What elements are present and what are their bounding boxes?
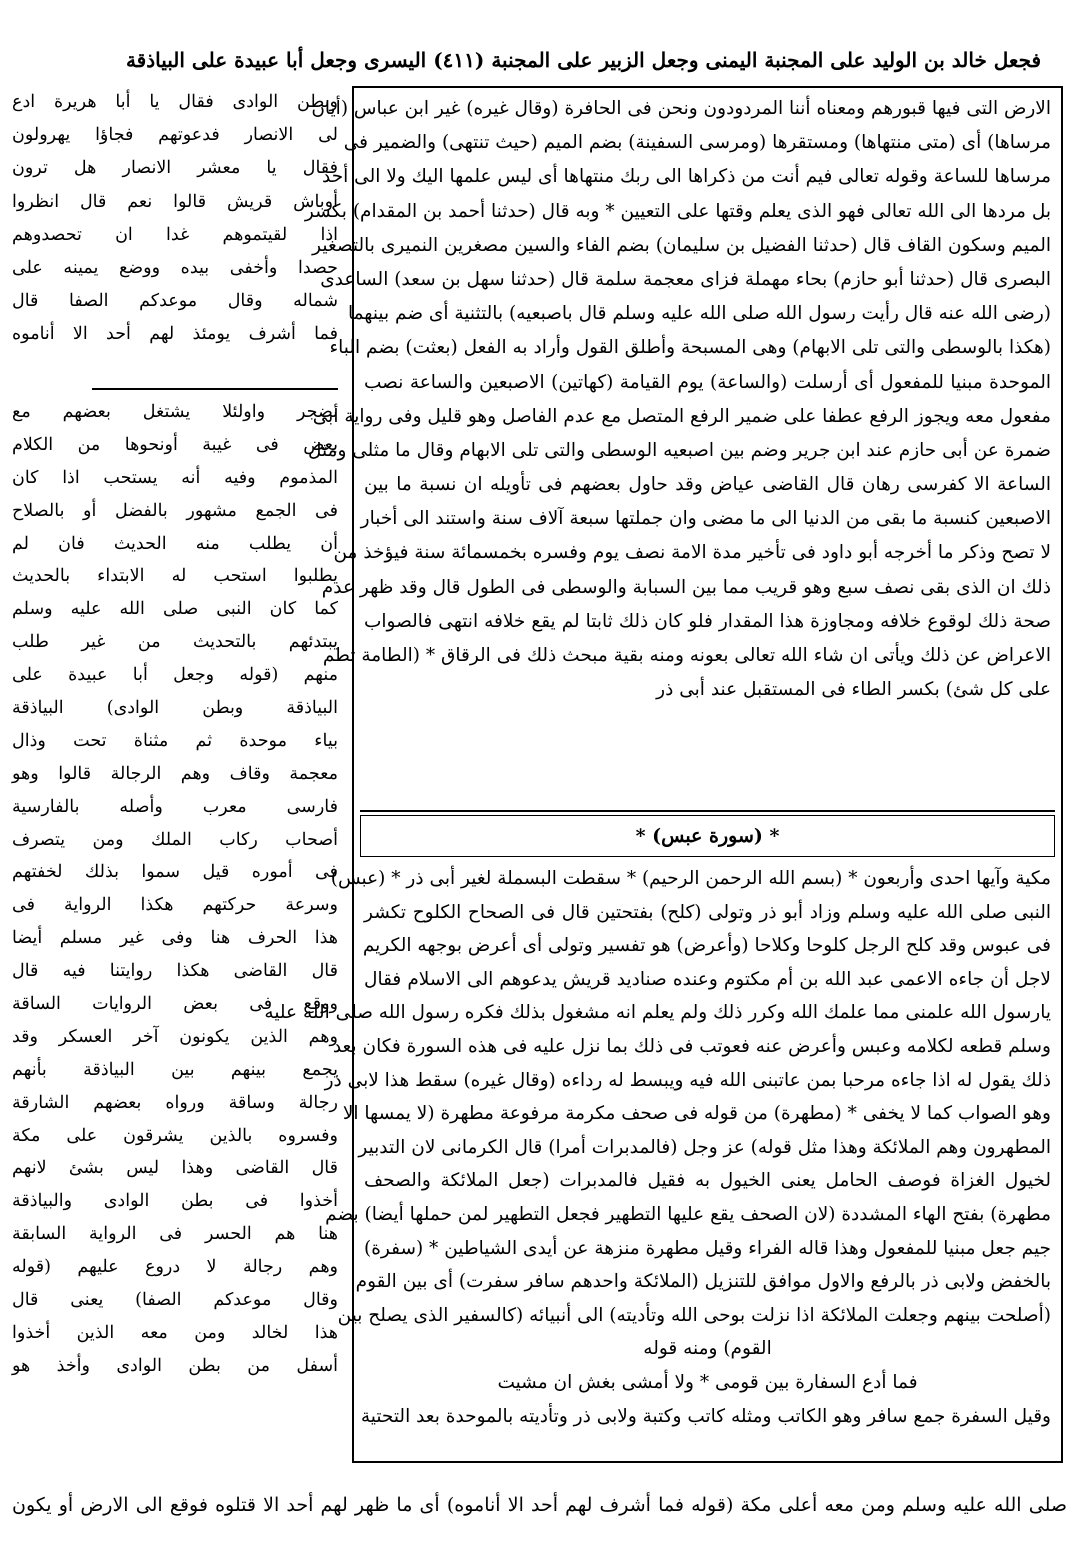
text-line: مفعول معه ويجوز الرفع عطفا على ضمير الرفع المتصل مع عدم الفاصل وهو قليل وفى رواية أبى: [312, 405, 1051, 427]
text-line: البياذقة وبطن الوادى) البياذقة: [12, 698, 338, 719]
text-line: أسفل من بطن الوادى وأخذ هو: [12, 1355, 338, 1376]
text-line: ووقع فى بعض الروايات الساقة: [12, 994, 338, 1015]
text-line: (رضى الله عنه قال رأيت رسول الله صلى الله عليه وسلم قال باصبعيه) بالتثنية أى ضم بينهما: [347, 303, 1051, 325]
text-line: مرساها للساعة وقوله تعالى فيم أنت من ذكراها الى ربك منتهاها أى ليس علمها اليك ولا الى أحد: [322, 166, 1051, 188]
text-line: قال القاضى هكذا روايتنا فيه قال: [12, 961, 338, 982]
text-line: الساعة الا كفرسى رهان قال القاضى عياض وقد حاول بعضهم فى تأويله ان نسبة ما بين: [364, 474, 1051, 496]
text-line: بل مردها الى الله تعالى فهو الذى يعلم وقتها على التعيين * وبه قال (حدثنا أحمد بن المقدام) بكسر: [304, 200, 1051, 222]
text-line: يارسول الله علمنى مما علمك الله وكرر ذلك ولم يعلم انه مشغول بذلك فكره رسول الله صلى الله عليه: [264, 1002, 1051, 1024]
text-line: يجمع بينهم بين البياذقة بأنهم: [12, 1059, 338, 1080]
margin-top-section: [12, 86, 338, 386]
text-line: قال القاضى وهذا ليس بشئ لانهم: [12, 1158, 338, 1179]
main-top-section: [304, 92, 1055, 812]
text-line: هذا الحرف هنا وفى غير مسلم أيضا: [12, 928, 338, 949]
text-line: لا تصح وذكر ما أخرجه أبو داود فى تأخير مدة الامة نصف يوم وفسره بخمسمائة سنة فيؤخذ من: [333, 542, 1051, 564]
text-line: الميم وسكون القاف قال (حدثنا الفضيل بن سليمان) بضم الفاء والسين مصغرين النميرى بالتصغير: [312, 234, 1051, 256]
margin-bottom-section: [12, 396, 338, 1383]
text-line: فى أموره قيل سموا بذلك لخفتهم: [12, 862, 338, 883]
text-line: فقال يا معشر الانصار هل ترون: [12, 158, 338, 179]
text-line: هنا هم الحسر فى الرواية السابقة: [12, 1224, 338, 1245]
text-line: اذا لقيتموهم غدا ان تحصدوهم: [12, 224, 338, 245]
text-line: ذلك ان الذى بقى نصف سبع وهو قريب مما بين السبابة والوسطى فى الطول قال وقد ظهر عدم: [321, 576, 1051, 598]
text-line: وقال موعدكم الصفا) يعنى قال: [12, 1290, 338, 1311]
text-line: بعض فى غيبة أونحوها من الكلام: [12, 434, 338, 455]
main-commentary-box: [264, 86, 1063, 1463]
text-line: وهم الذين يكونون آخر العسكر وقد: [12, 1026, 338, 1047]
text-line: مرساها) أى (متى منتهاها) ومستقرها (ومرسى السفينة) بضم الميم (حيث تنتهى) والضمير فى: [343, 132, 1051, 154]
text-line: الارض التى فيها قبورهم ومعناه أننا المردودون ونحن فى الحافرة (وقال غيره) غير ابن عباس (أيان: [311, 98, 1051, 119]
text-line: بضجر واولئلا يشتغل بعضهم مع: [12, 402, 338, 422]
text-line: (هكذا بالوسطى والتى تلى الابهام) وهى المسبحة وأطلق القول وأراد به الفعل (بعثت) بضم الباء: [329, 337, 1051, 359]
text-line: كما كان النبى صلى الله عليه وسلم: [12, 599, 338, 620]
text-line: أخذوا فى بطن الوادى والبياذقة: [12, 1191, 338, 1212]
surah-title: * (سورة عبس) *: [360, 815, 1055, 857]
footer-text: صلى الله عليه وسلم ومن معه أعلى مكة (قوله فما أشرف لهم أحد الا أناموه) أى ما ظهر لهم أحد الا قتلوه فوقع الى الارض أو يكون: [12, 1494, 1067, 1516]
text-line: الموحدة مبنيا للمفعول أى أرسلت (والساعة) يوم القيامة (كهاتين) الاصبعين والساعة نصب: [364, 371, 1051, 393]
main-bottom-section: [264, 862, 1055, 1457]
text-line: فما أدع السفارة بين قومى * ولا أمشى بغش ان مشيت: [497, 1371, 918, 1393]
text-line: معجمة وقاف وهم الرجالة قالوا وهو: [12, 763, 338, 784]
text-line: فى عبوس وقد كلح الرجل كلوحا وكلاحا (وأعرض) هو تفسير وتولى أى أعرض بوجهه الكريم: [362, 935, 1051, 957]
text-line: على كل شئ) بكسر الطاء فى المستقبل عند أبى ذر: [656, 679, 1051, 701]
text-line: لى الانصار فدعوتهم فجاؤا يهرولون: [12, 125, 338, 146]
text-line: القوم) ومنه قوله: [643, 1338, 772, 1360]
text-line: بالخفض ولابى ذر بالرفع والاول موافق للتنزيل (الملائكة واحدهم سافر سفرت) أى بين القوم: [355, 1271, 1051, 1293]
text-line: المذموم وفيه أنه يستحب اذا كان: [12, 467, 338, 488]
text-line: فى الجمع مشهور بالفضل أو بالصلاح: [12, 500, 338, 521]
text-line: جيم جعل مبنيا للمفعول وهذا قاله الفراء وقيل مطهرة منزهة عن أيدى الشياطين * (سفرة): [363, 1237, 1051, 1259]
text-line: بياء موحدة ثم مثناة تحت وذال: [12, 730, 338, 751]
text-line: أن يطلب منه الحديث فان لم: [12, 533, 338, 554]
text-line: لخيول الغزاة فوصف الحامل يعنى الخيول به فقيل فالمدبرات (جعل الملائكة والصحف: [364, 1170, 1051, 1192]
text-line: مكية وآيها احدى وأربعون * (بسم الله الرحمن الرحيم) * سقطت البسملة لغير أبى ذر * (عبس): [330, 868, 1051, 889]
running-header: فجعل خالد بن الوليد على المجنبة اليمنى وجعل الزبير على المجنبة (٤١١) اليسرى وجعل أبا عبيدة على البياذقة: [125, 48, 1042, 72]
text-line: حصدا وأخفى بيده ووضع يمينه على: [12, 257, 338, 278]
text-line: وقيل السفرة جمع سافر وهو الكاتب ومثله كاتب وكتبة ولابى ذر وتأديته بالموحدة بعد التحتية: [360, 1405, 1051, 1427]
text-line: فارسى معرب وأصله بالفارسية: [12, 796, 338, 817]
text-line: وسلم قطعه لكلامه وعبس وأعرض عنه فعوتب فى ذلك بما نزل عليه فى هذه السورة فكان بعد: [332, 1035, 1051, 1057]
text-line: الاعراض عن ذلك ويأتى ان شاء الله تعالى بعونه ومنه بقية مبحث ذلك فى الرقاق * (الطامة تطم: [322, 645, 1051, 666]
text-line: وفسروه بالذين يشرقون على مكة: [12, 1125, 338, 1146]
text-line: المطهرون وهم الملائكة وهذا مثل قوله) عز وجل (فالمدبرات أمرا) قال الكرمانى لان التدبير: [358, 1136, 1051, 1158]
text-line: منهم (قوله وجعل أبا عبيدة على: [12, 665, 338, 686]
text-line: النبى صلى الله عليه وسلم وزاد أبو ذر وتولى (كلح) بفتحتين قال فى الصحاح الكلوح تكشر: [364, 901, 1051, 923]
text-line: وهو الصواب كما لا يخفى * (مطهرة) من قوله فى صحف مكرمة مرفوعة مطهرة (لا يمسها الا: [342, 1103, 1051, 1125]
text-line: الاصبعين كنسبة ما بقى من الدنيا الى ما مضى وان جملتها سبعة آلاف سنة واستند الى أخبار: [360, 508, 1051, 530]
text-line: ذلك يقول له اذا جاءه مرحبا بمن عاتبنى الله فيه ويبسط له رداءه (وقال غيره) سقط هذا لابى ذر: [324, 1069, 1051, 1091]
margin-divider: [92, 388, 338, 390]
text-line: (أصلحت بينهم وجعلت الملائكة اذا نزلت بوحى الله وتأديته) الى أنبيائه (كالسفير الذى يصلح بين: [337, 1304, 1051, 1326]
text-line: هذا لخالد ومن معه الذين أخذوا: [12, 1322, 338, 1343]
text-line: أصحاب ركاب الملك ومن يتصرف: [12, 829, 338, 850]
text-line: وسرعة حركتهم هكذا الرواية فى: [12, 895, 338, 916]
text-line: صحة ذلك لوقوع خلافه ومجاوزة هذا المقدار فلو كان ذلك ثابتا لم يقع خلافه انتهى فالصواب: [364, 610, 1051, 632]
text-line: شماله وقال موعدكم الصفا قال: [12, 291, 338, 312]
text-line: وهم رجالة لا دروع عليهم (قوله: [12, 1257, 338, 1278]
text-line: مطهرة) بفتح الهاء المشددة (لان الصحف يقع عليها التطهير فجعل التطهير لمن حملها أيضا) بضم: [325, 1203, 1051, 1225]
text-line: ضمرة عن أبى حازم عند ابن جرير وضم بين اصبعيه الوسطى والتى تلى الابهام وقال ما مثلى ومثل: [307, 439, 1051, 461]
text-line: لاجل أن جاءه الاعمى عبد الله بن أم مكتوم وعنده صناديد قريش يدعوهم الى الاسلام فقال: [364, 968, 1051, 990]
text-line: وبطن الوادى فقال يا أبا هريرة ادع: [12, 92, 338, 112]
text-line: رجالة وساقة ورواه بعضهم الشارقة: [12, 1092, 338, 1113]
text-line: البصرى قال (حدثنا أبو حازم) بحاء مهملة فزاى معجمة سلمة قال (حدثنا سهل بن سعد) الساعدى: [320, 268, 1051, 290]
text-line: فما أشرف يومئذ لهم أحد الا أناموه: [12, 324, 338, 345]
text-line: أوباش قريش قالوا نعم قال انظروا: [12, 191, 338, 212]
text-line: يبتدئهم بالتحديث من غير طلب: [12, 632, 338, 653]
text-line: يطلبوا استحب له الابتداء بالحديث: [12, 566, 338, 587]
